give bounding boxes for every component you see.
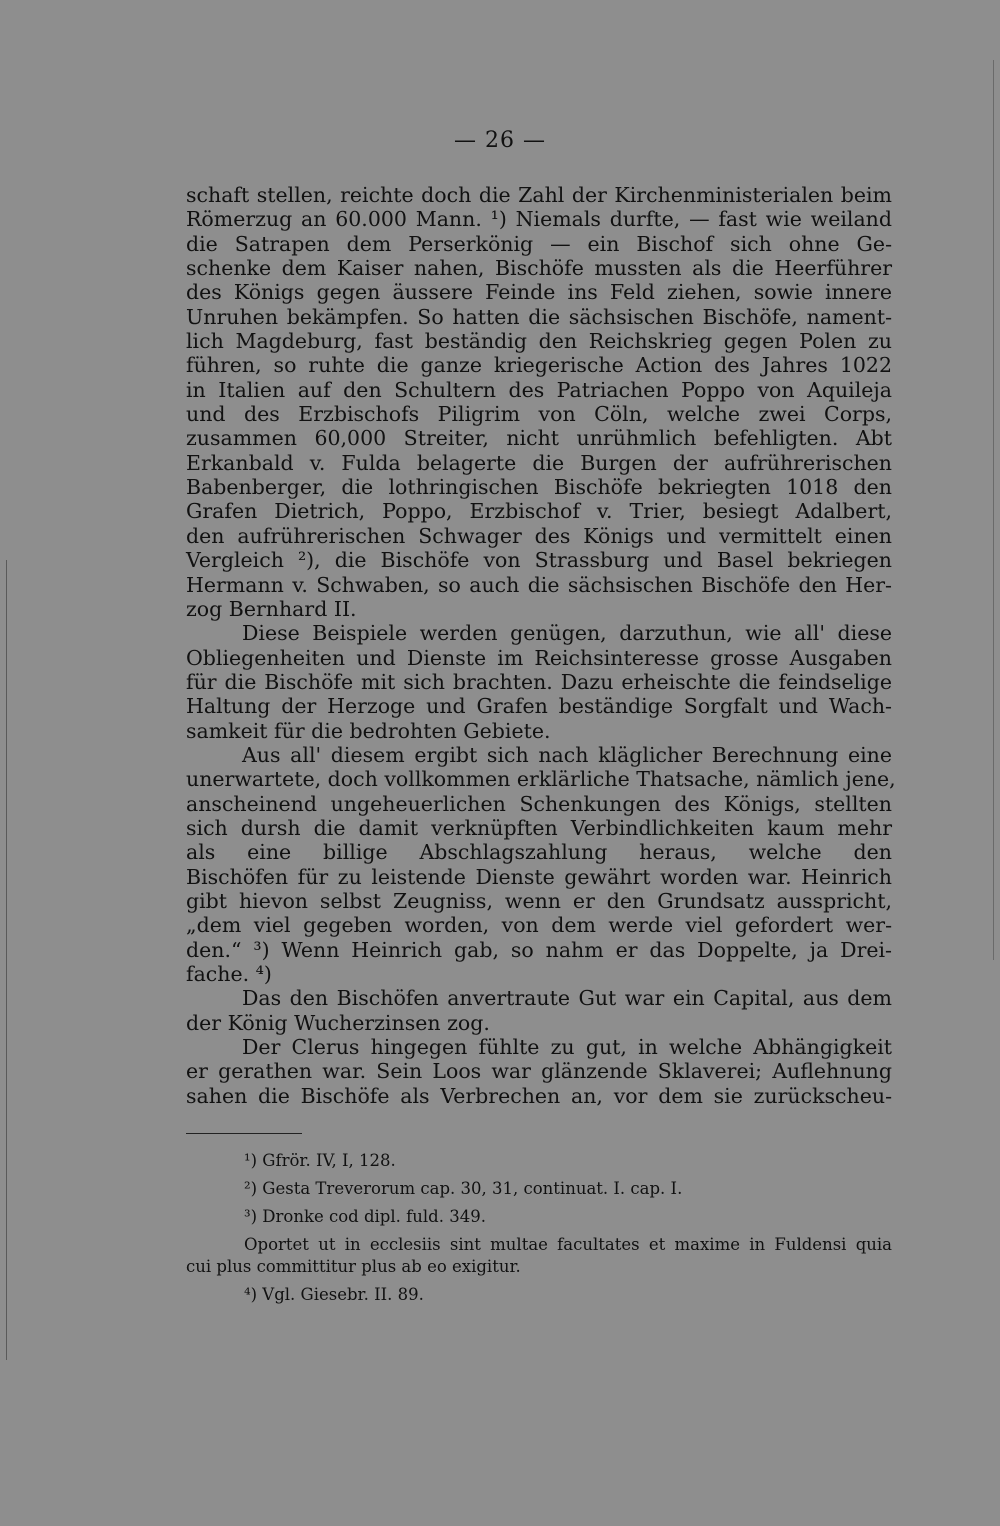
body-text [186,183,896,1108]
footnote: ⁴) Vgl. Giesebr. II. 89. [244,1285,424,1304]
text-line: Haltung der Herzoge und Grafen beständige Sorgfalt und Wach- [186,694,892,719]
text-line: sahen die Bischöfe als Verbrechen an, vor dem sie zurückscheu- [186,1083,892,1108]
page-number: — 26 — [454,128,546,153]
text-line: Aus all' diesem ergibt sich nach kläglicher Berechnung eine [242,742,892,767]
text-line: in Italien auf den Schultern des Patriachen Poppo von Aquileja [186,377,892,402]
text-line: die Satrapen dem Perserkönig — ein Bischof sich ohne Ge- [186,231,892,256]
text-line: Grafen Dietrich, Poppo, Erzbischof v. Trier, besiegt Adalbert, [186,499,892,524]
footnotes [186,1150,892,1306]
text-line: gibt hievon selbst Zeugniss, wenn er den Grundsatz ausspricht, [186,888,892,913]
text-line: er gerathen war. Sein Loos war glänzende Sklaverei; Auflehnung [186,1059,892,1084]
text-line: den.“ ³) Wenn Heinrich gab, so nahm er das Doppelte, ja Drei- [186,937,892,962]
text-line: Römerzug an 60.000 Mann. ¹) Niemals durfte, — fast wie weiland [186,207,892,232]
text-line: anscheinend ungeheuerlichen Schenkungen des Königs, stellten [186,791,892,816]
text-line: unerwartete, doch vollkommen erklärliche Thatsache, nämlich jene, [186,767,896,792]
text-line: der König Wucherzinsen zog. [186,1010,490,1035]
text-line: Vergleich ²), die Bischöfe von Strassburg und Basel bekriegen [186,548,892,573]
text-line: zog Bernhard II. [186,596,357,621]
text-line: Babenberger, die lothringischen Bischöfe bekriegten 1018 den [186,475,892,500]
text-line: Der Clerus hingegen fühlte zu gut, in welche Abhängigkeit [242,1035,892,1060]
text-line: des Königs gegen äussere Feinde ins Feld ziehen, sowie innere [186,280,892,305]
text-line: für die Bischöfe mit sich brachten. Dazu erheischte die feindselige [186,669,892,694]
text-line: fache. ⁴) [186,962,272,986]
text-line: Das den Bischöfen anvertraute Gut war ein Capital, aus dem [242,986,892,1011]
text-line: Obliegenheiten und Dienste im Reichsinteresse grosse Ausgaben [186,645,892,670]
text-line: Hermann v. Schwaben, so auch die sächsischen Bischöfe den Her- [186,572,892,597]
text-line: führen, so ruhte die ganze kriegerische Action des Jahres 1022 [186,353,892,378]
text-line: und des Erzbischofs Piligrim von Cöln, welche zwei Corps, [186,402,892,427]
text-line: zusammen 60,000 Streiter, nicht unrühmlich befehligten. Abt [186,426,892,451]
text-line: schenke dem Kaiser nahen, Bischöfe mussten als die Heerführer [186,256,892,281]
text-line: Diese Beispiele werden genügen, darzuthun, wie all' diese [242,621,892,646]
footnote: ³) Dronke cod dipl. fuld. 349. [244,1207,486,1226]
left-scan-edge [6,560,7,1360]
footnote-rule [186,1133,302,1134]
text-line: Bischöfen für zu leistende Dienste gewährt worden war. Heinrich [186,864,892,889]
right-scan-edge [993,60,994,960]
text-line: sich dursh die damit verknüpften Verbindlichkeiten kaum mehr [186,815,892,840]
text-line: schaft stellen, reichte doch die Zahl der Kirchenministerialen beim [186,183,892,207]
text-line: als eine billige Abschlagszahlung heraus, welche den [186,840,892,865]
text-line: samkeit für die bedrohten Gebiete. [186,718,551,743]
text-line: Erkanbald v. Fulda belagerte die Burgen der aufrührerischen [186,450,892,475]
text-line: „dem viel gegeben worden, von dem werde viel gefordert wer- [186,913,892,938]
text-line: Unruhen bekämpfen. So hatten die sächsischen Bischöfe, nament- [186,304,892,329]
text-line: den aufrührerischen Schwager des Königs und vermittelt einen [186,523,892,548]
footnote: ²) Gesta Treverorum cap. 30, 31, continuat. I. cap. I. [244,1179,683,1198]
text-line: lich Magdeburg, fast beständig den Reichskrieg gegen Polen zu [186,329,892,354]
footnote: ¹) Gfrör. IV, I, 128. [244,1151,396,1170]
footnote: cui plus committitur plus ab eo exigitur. [186,1257,521,1276]
footnote: Oportet ut in ecclesiis sint multae facultates et maxime in Fuldensi quia [244,1235,892,1254]
